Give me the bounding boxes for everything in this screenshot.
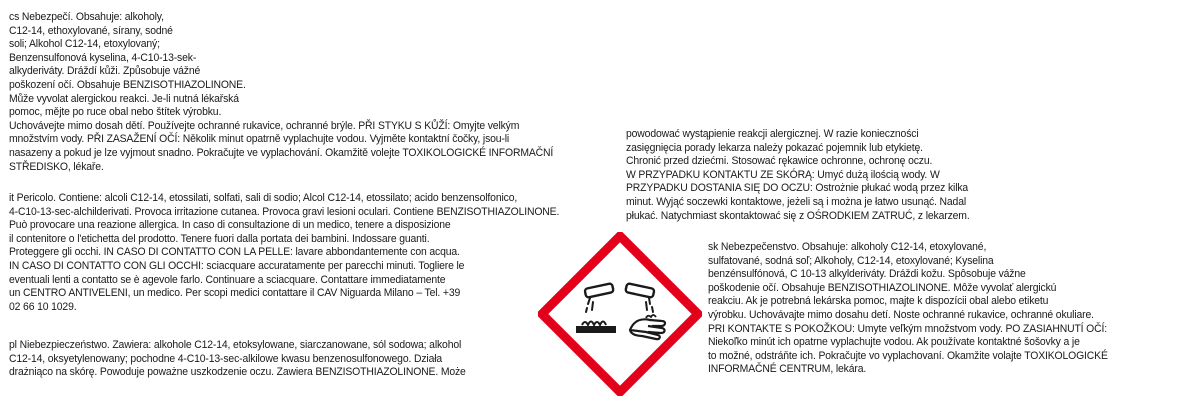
text-line: alkyderiváty. Dráždí kůži. Způsobuje vážné xyxy=(9,65,201,78)
text-line: un CENTRO ANTIVELENI, un medico. Per scopi medici contattare il CAV Niguarda Milano – Tel. +39 xyxy=(9,287,461,300)
slovak-label-text xyxy=(708,241,1108,377)
text-line: pomoc, mějte po ruce obal nebo štítek výrobku. xyxy=(9,106,222,119)
czech-label-text xyxy=(9,11,553,174)
text-line: 4-C10-13-sec-alchilderivati. Provoca irritazione cutanea. Provoca gravi lesioni oculari. Contiene BENZISOTHIAZOLINONE. xyxy=(9,205,560,218)
polish-label-text xyxy=(9,339,466,380)
text-line: to možné, odstráňte ich. Pokračujte vo vyplachovaní. Okamžite volajte TOXIKOLOGICKÉ xyxy=(708,349,1108,362)
text-line: Benzensulfonová kyselina, 4-C10-13-sek- xyxy=(9,51,197,64)
text-line: drażniąco na skórę. Powoduje poważne uszkodzenie oczu. Zawiera BENZISOTHIAZOLINONE. Może xyxy=(9,366,466,379)
text-line: IN CASO DI CONTATTO CON GLI OCCHI: sciacquare accuratamente per parecchi minuti. Togliere le xyxy=(9,259,465,272)
text-line: STŘEDISKO, lékaře. xyxy=(9,160,104,173)
text-line: Může vyvolat alergickou reakci. Je-li nutná lékařská xyxy=(9,92,239,105)
italian-label-text xyxy=(9,192,559,314)
text-line: sulfatované, sodná soľ; Alkoholy, C12-14, etoxylované; Kyselina xyxy=(708,254,994,267)
text-line: zasięgnięcia porady lekarza należy pokazać pojemnik lub etykietę. xyxy=(626,141,923,154)
polish-label-text-continued xyxy=(626,128,970,223)
text-line: výrobku. Uchovávajte mimo dosahu detí. Noste ochranné rukavice, ochranné okuliare. xyxy=(708,308,1094,321)
text-line: PRI KONTAKTE S POKOŽKOU: Umyte veľkým množstvom vody. PO ZASIAHNUTÍ OČÍ: xyxy=(708,322,1108,335)
text-line: benzénsulfónová, C 10-13 alkylderiváty. Dráždi kožu. Spôsobuje vážne xyxy=(708,268,1026,281)
text-line: poškození očí. Obsahuje BENZISOTHIAZOLINONE. xyxy=(9,78,246,91)
text-line: minut. Wyjąć soczewki kontaktowe, jeżeli są i można je łatwo usunąć. Nadal xyxy=(626,195,967,208)
text-line: sk Nebezpečenstvo. Obsahuje: alkoholy C12-14, etoxylované, xyxy=(708,241,987,253)
text-line: il contenitore o l'etichetta del prodotto. Tenere fuori dalla portata dei bambini. Indossare guanti. xyxy=(9,232,430,245)
text-line: 02 66 10 1029. xyxy=(9,300,77,313)
text-line: C12-14, ethoxylované, sírany, sodné xyxy=(9,24,173,37)
text-line: PRZYPADKU DOSTANIA SIĘ DO OCZU: Ostrożnie płukać wodą przez kilka xyxy=(626,182,969,195)
text-line: Proteggere gli occhi. IN CASO DI CONTATTO CON LA PELLE: lavare abbondantemente con acqua. xyxy=(9,246,460,259)
text-line: Niekoľko minút ich opatrne vyplachujte vodou. Ak používate kontaktné šošovky a je xyxy=(708,336,1080,349)
text-line: reakciu. Ak je potrebná lekárska pomoc, majte k dispozícii obal alebo etiketu xyxy=(708,295,1049,308)
text-line: nasazeny a pokud je lze vyjmout snadno. Pokračujte ve vyplachování. Okamžitě volejte TOXIKOLOGICKÉ INFORMAČNÍ xyxy=(9,146,554,159)
text-line: INFORMAČNÉ CENTRUM, lekára. xyxy=(708,363,867,376)
text-line: soli; Alkohol C12-14, etoxylovaný; xyxy=(9,38,160,51)
text-line: Può provocare una reazione allergica. In caso di consultazione di un medico, tenere a disposizione xyxy=(9,219,451,232)
text-line: W PRZYPADKU KONTAKTU ZE SKÓRĄ: Umyć dużą ilością wody. W xyxy=(626,168,940,181)
text-line: eventuali lenti a contatto se è agevole farlo. Continuare a sciacquare. Contattare immediatamente xyxy=(9,273,446,286)
text-line: płukać. Natychmiast skontaktować się z OŚRODKIEM ZATRUĆ, z lekarzem. xyxy=(626,209,970,222)
text-line: poškodenie očí. Obsahuje BENZISOTHIAZOLINONE. Môže vyvolať alergickú xyxy=(708,281,1057,294)
corrosion-hazard-pictogram xyxy=(538,232,702,396)
text-line: powodować wystąpienie reakcji alergicznej. W razie konieczności xyxy=(626,128,919,140)
text-line: Uchovávejte mimo dosah dětí. Používejte ochranné rukavice, ochranné brýle. PŘI STYKU S KŮŽÍ: Omyjte velkým xyxy=(9,119,520,132)
text-line: C12-14, oksyetylenowany; pochodne 4-C10-13-sec-alkilowe kwasu benzenosulfonowego. Działa xyxy=(9,352,443,365)
text-line: množstvím vody. PŘI ZASAŽENÍ OČÍ: Několik minut opatrně vyplachujte vodou. Vyjměte kontaktní čočky, jsou-li xyxy=(9,133,510,146)
text-line: pl Niebezpieczeństwo. Zawiera: alkohole C12-14, etoksylowane, siarczanowane, sól sodowa; alkohol xyxy=(9,339,462,351)
text-line: it Pericolo. Contiene: alcoli C12-14, etossilati, solfati, sali di sodio; Alcol C12-14, etossilato; acido benzensolfonico, xyxy=(9,192,518,204)
text-line: cs Nebezpečí. Obsahuje: alkoholy, xyxy=(9,11,164,23)
text-line: Chronić przed dziećmi. Stosować rękawice ochronne, ochronę oczu. xyxy=(626,155,933,168)
ghs05-corrosion-icon xyxy=(542,236,698,392)
